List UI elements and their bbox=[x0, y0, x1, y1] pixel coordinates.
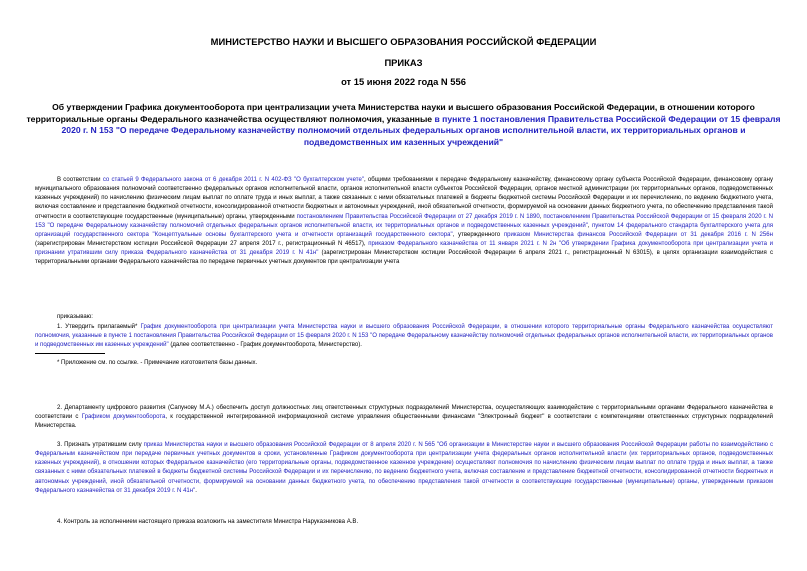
link-schedule[interactable]: График документооборота при централизации учета Министерства науки и высшего образования Российской Федерации, в отношении которого территориальные органы Федерального казначейства осуществляют полномочия, указанные в пункте 1 постановления Правительства Российской Федерации от 15 февраля 2020 г. N 153 "О передаче Федеральному казначейству полномочий отдельных федеральных органов исполнительной власти, их территориальных органов и подведомственных им казенных учреждений" bbox=[35, 324, 773, 349]
doc-type-heading: ПРИКАЗ bbox=[384, 57, 423, 68]
p3-text-1: 2. Департаменту цифрового развития (Сапунову М.А.) обеспечить доступ должностных лиц ответственных структурных подразделений Министерства, осуществляющих взаимодействие с территориальными органами Федерального казначейства в соответствии с bbox=[35, 405, 773, 421]
item-4-paragraph: 4. Контроль за исполнением настоящего приказа возложить на заместителя Министра Наруказникова А.В. bbox=[57, 519, 359, 525]
link-standard-p14[interactable]: пунктом 14 федерального стандарта бухгалтерского учета для организаций государственного сектора "Концептуальные основы бухгалтерского учета и отчетности организаций государственного сектора" bbox=[35, 222, 773, 238]
p1-text-2: , общими требованиями к передаче Федеральному казначейству, финансовому органу субъекта Российской Федерации, финансовому органу муниципального образования полномочий соответственно федеральных органов исполнительной власти, органов исполнительной власти субъектов Российской Федерации, органов местной администрации (их территориальных органов, подведомственных казенных учреждений) по начислению физическим лицам выплат по оплате труда и иных выплат, а также связанных с ними обязательных платежей в бюджеты бюджетной системы Российской Федерации и их перечислению, по ведению бюджетного учета, включая составление и представление бюджетной отчетности, консолидированной отчетности бюджетных и автономных учреждений, иной обязательной отчетности, формируемой на основании данных бюджетного учета, по обеспечению представления такой отчетности в соответствующие государственные (муниципальные) органы, утвержденными bbox=[35, 177, 773, 220]
footnote-separator bbox=[35, 353, 105, 354]
order-title bbox=[22, 102, 785, 148]
p2-text-1: 1. Утвердить прилагаемый* bbox=[57, 324, 141, 330]
p1-text-5: , утвержденного bbox=[452, 231, 504, 238]
p1-text-1: В соответствии bbox=[57, 177, 103, 183]
p1-text-4: , bbox=[587, 222, 592, 229]
title-link[interactable]: в пункте 1 постановления Правительства Российской Федерации от 15 февраля 2020 г. N 153 "О передаче Федеральному казначейству полномочий отдельных федеральных органов исполнительной власти, их территориальных органов и подведомственных им казенных учреждений" bbox=[61, 113, 781, 147]
link-order-256n[interactable]: приказом Министерства финансов Российской Федерации от 31 декабря 2016 г. N 256н bbox=[503, 231, 773, 238]
title-text: Об утверждении Графика документооборота при централизации учета Министерства науки и высшего образования Российской Федерации, в отношении которого территориальные органы Федерального казначейства осуществляют полномочия, указанные bbox=[26, 102, 755, 124]
footnote: * Приложение см. по ссылке. - Примечание изготовителя базы данных. bbox=[57, 360, 258, 366]
link-schedule-2[interactable]: Графиком документооборота bbox=[81, 414, 166, 421]
link-order-565[interactable]: приказ Министерства науки и высшего образования Российской Федерации от 8 апреля 2020 г. N 565 "Об организации в Министерстве науки и высшего образования Российской Федерации работы по взаимодействию с Федеральным казначейством при передаче первичных учетных документов в сроки, установленные Графиком документооборота при централизации учета федеральных органов исполнительной власти (их территориальных органов, подведомственных казенных учреждений), в отношении которых Федеральное казначейство (его территориальные органы, подведомственное казенное учреждение) осуществляют полномочия по начислению физическим лицам выплат по оплате труда и иных выплат, а также связанных с ними обязательных платежей в бюджеты бюджетной системы Российской Федерации и их перечислению, по ведению бюджетного учета, включая составление и представление бюджетной отчетности, консолидированной отчетности бюджетных и автономных учреждений, иной обязательной отчетности, формируемой на основании данных бюджетного учета, по обеспечению представления такой отчетности в соответствующие государственные (муниципальные) органы, утвержденным приказом Федерального казначейства от 31 декабря 2019 г. N 41н" bbox=[35, 442, 773, 494]
p1-text-6: (зарегистрирован Министерством юстиции Российской Федерации 27 апреля 2017 г., регистрационный N 46517), bbox=[35, 241, 369, 248]
p4-text-1: 3. Признать утратившим силу bbox=[57, 442, 144, 448]
p2-text-2: (далее соответственно - График документооборота, Министерство). bbox=[168, 342, 362, 349]
item-3-paragraph bbox=[35, 441, 773, 496]
link-resolution-1890[interactable]: постановлением Правительства Российской Федерации от 27 декабря 2019 г. N 1890 bbox=[296, 213, 540, 220]
preamble-paragraph bbox=[35, 176, 773, 268]
p1-text-7: (зарегистрирован Министерством юстиции Российской Федерации 6 апреля 2021 г., регистрационный N 63015), в целях организации взаимодействия с территориальными органами Федерального казначейства по передаче первичных учетных документов при централизации учета bbox=[35, 250, 773, 266]
item-1-paragraph bbox=[35, 323, 773, 350]
ministry-heading: МИНИСТЕРСТВО НАУКИ И ВЫСШЕГО ОБРАЗОВАНИЯ РОССИЙСКОЙ ФЕДЕРАЦИИ bbox=[210, 36, 597, 47]
p3-text-2: , к государственной интегрированной информационной системе управления общественными финансами "Электронный бюджет" в соответствии с компетенциями ответственных структурных подразделений Министерства. bbox=[35, 414, 774, 430]
link-order-2n[interactable]: приказом Федерального казначейства от 11 января 2021 г. N 2н "Об утверждении Графика документооборота при централизации учета и признании утратившим силу приказа Федерального казначейства от 31 декабря 2019 г. N 41н" bbox=[35, 241, 774, 257]
p4-text-2: . bbox=[195, 487, 197, 494]
date-number-heading: от 15 июня 2022 года N 556 bbox=[341, 76, 466, 87]
link-resolution-153[interactable]: постановлением Правительства Российской Федерации от 15 февраля 2020 г. N 153 "О передаче Федеральному казначейству полномочий отдельных федеральных органов исполнительной власти, их территориальных органов и подведомственных казенных учреждений" bbox=[35, 213, 774, 229]
item-2-paragraph bbox=[35, 404, 773, 431]
p1-text-3: , bbox=[539, 213, 544, 220]
order-word: приказываю: bbox=[57, 314, 93, 320]
link-law-402fz[interactable]: со статьей 9 Федерального закона от 6 декабря 2011 г. N 402-ФЗ "О бухгалтерском учете" bbox=[102, 177, 364, 183]
